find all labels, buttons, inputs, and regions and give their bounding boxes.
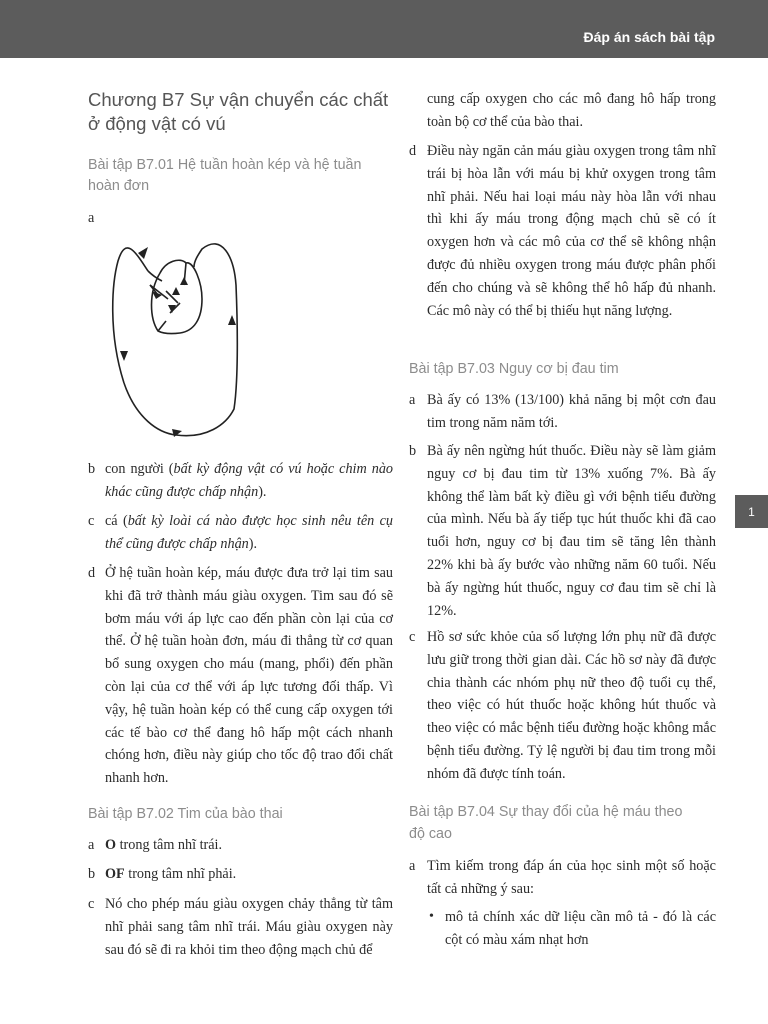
section-b704-title-line1: Bài tập B7.04 Sự thay đổi của hệ máu theo — [409, 804, 683, 820]
page-header — [0, 0, 768, 58]
double-circulation-diagram — [110, 233, 250, 443]
chapter-title-line2: ở động vật có vú — [88, 113, 226, 134]
label-b701-c: c — [88, 513, 95, 529]
label-b701-b: b — [88, 461, 96, 477]
answer-b702-c-col1: Nó cho phép máu giàu oxygen chảy thẳng từ tâm nhĩ phải sang tâm nhĩ trái. Máu giàu oxygen này sau đó sẽ đi ra khỏi tim theo động mạch chủ để — [105, 896, 393, 958]
section-b701-title-line1: Bài tập B7.01 Hệ tuần hoàn kép và hệ tuần — [88, 157, 362, 173]
chapter-tab: 1 — [735, 495, 768, 528]
label-b702-d: d — [409, 143, 417, 159]
answer-b702-a: O trong tâm nhĩ trái. — [105, 837, 223, 853]
label-b701-d: d — [88, 565, 96, 581]
answer-b703-c: Hồ sơ sức khỏe của số lượng lớn phụ nữ đã được lưu giữ trong thời gian dài. Các hồ sơ này đã được chia thành các nhóm phụ nữ theo độ tuổi cụ thể, theo việc có hút thuốc hoặc không hút thuốc và theo việc có mắc bệnh tiểu đường hoặc không mắc bệnh tiểu đường. Tỷ lệ người bị đau tim trong mỗi nhóm đã được tính toán. — [427, 629, 716, 782]
header-title: Đáp án sách bài tập — [583, 29, 715, 45]
answer-b702-c-col2: cung cấp oxygen cho các mô đang hô hấp trong toàn bộ cơ thể của bào thai. — [427, 91, 716, 130]
label-b703-c: c — [409, 629, 416, 645]
label-b702-c: c — [88, 896, 95, 912]
chapter-title-line1: Chương B7 Sự vận chuyển các chất — [88, 89, 389, 110]
answer-b704-a: Tìm kiếm trong đáp án của học sinh một số hoặc tất cả những ý sau: — [427, 858, 716, 897]
section-b701-title-line2: hoàn đơn — [88, 178, 150, 194]
answer-b701-c: cá (bất kỳ loài cá nào được học sinh nêu tên cụ thể cũng được chấp nhận). — [105, 513, 393, 552]
section-b702-title: Bài tập B7.02 Tim của bào thai — [88, 806, 283, 822]
label-b704-a: a — [409, 858, 416, 874]
answer-b704-bullet1: mô tả chính xác dữ liệu cần mô tả - đó là các cột có màu xám nhạt hơn — [445, 909, 716, 948]
answer-b703-b: Bà ấy nên ngừng hút thuốc. Điều này sẽ làm giảm nguy cơ bị đau tim từ 13% xuống 7%. Bà ấy không thể làm bất kỳ điều gì với bệnh tiểu đường của mình. Nếu bà ấy tiếp tục hút thuốc khi đã cao tuổi hơn, nguy cơ bị đau tim sẽ tăng lên thành 22% khi bà ấy bước vào những năm 60 tuổi. Nếu bà ấy ngừng hút thuốc, nguy cơ đau tim sẽ chỉ là 12%. — [427, 443, 716, 619]
answer-b702-b: OF trong tâm nhĩ phải. — [105, 866, 237, 882]
bullet-symbol: • — [429, 909, 434, 924]
section-b704-title-line2: độ cao — [409, 826, 452, 842]
answer-b703-a: Bà ấy có 13% (13/100) khả năng bị một cơn đau tim trong năm năm tới. — [427, 392, 716, 431]
label-b703-b: b — [409, 443, 417, 459]
answer-b702-d: Điều này ngăn cản máu giàu oxygen trong tâm nhĩ trái bị hòa lẫn với máu bị khử oxygen trong tâm nhĩ phải. Nếu hai loại máu này hòa lẫn với nhau thì khi ấy máu trong động mạch chủ sẽ có ít oxygen hơn và các mô của cơ thể sẽ không nhận được đủ nhiều oxygen trong máu được phân phối đến cho chúng và sẽ không thể hô hấp đủ nhanh. Các mô này có thể bị thiếu hụt năng lượng. — [427, 143, 716, 319]
label-b702-a: a — [88, 837, 95, 853]
label-b702-b: b — [88, 866, 96, 882]
answer-b701-b: con người (bất kỳ động vật có vú hoặc chim nào khác cũng được chấp nhận). — [105, 461, 394, 500]
answer-b701-d: Ở hệ tuần hoàn kép, máu được đưa trở lại tim sau khi đã trở thành máu giàu oxygen. Tim sau đó sẽ bơm máu với áp lực cao đến phần còn lại của cơ thể. Ở hệ tuần hoàn đơn, máu đi thẳng từ cơ quan bổ sung oxygen cho máu (mang, phổi) đến phần còn lại của cơ thể với áp lực tương đối thấp. Vì vậy, hệ tuần hoàn kép có thể cung cấp oxygen tới các tế bào cơ thể đang hô hấp một cách nhanh chóng hơn, điều này giúp cho tốc độ trao đổi chất nhanh hơn. — [105, 565, 393, 787]
label-b703-a: a — [409, 392, 416, 408]
section-b703-title: Bài tập B7.03 Nguy cơ bị đau tim — [409, 361, 619, 377]
label-a: a — [88, 210, 95, 226]
